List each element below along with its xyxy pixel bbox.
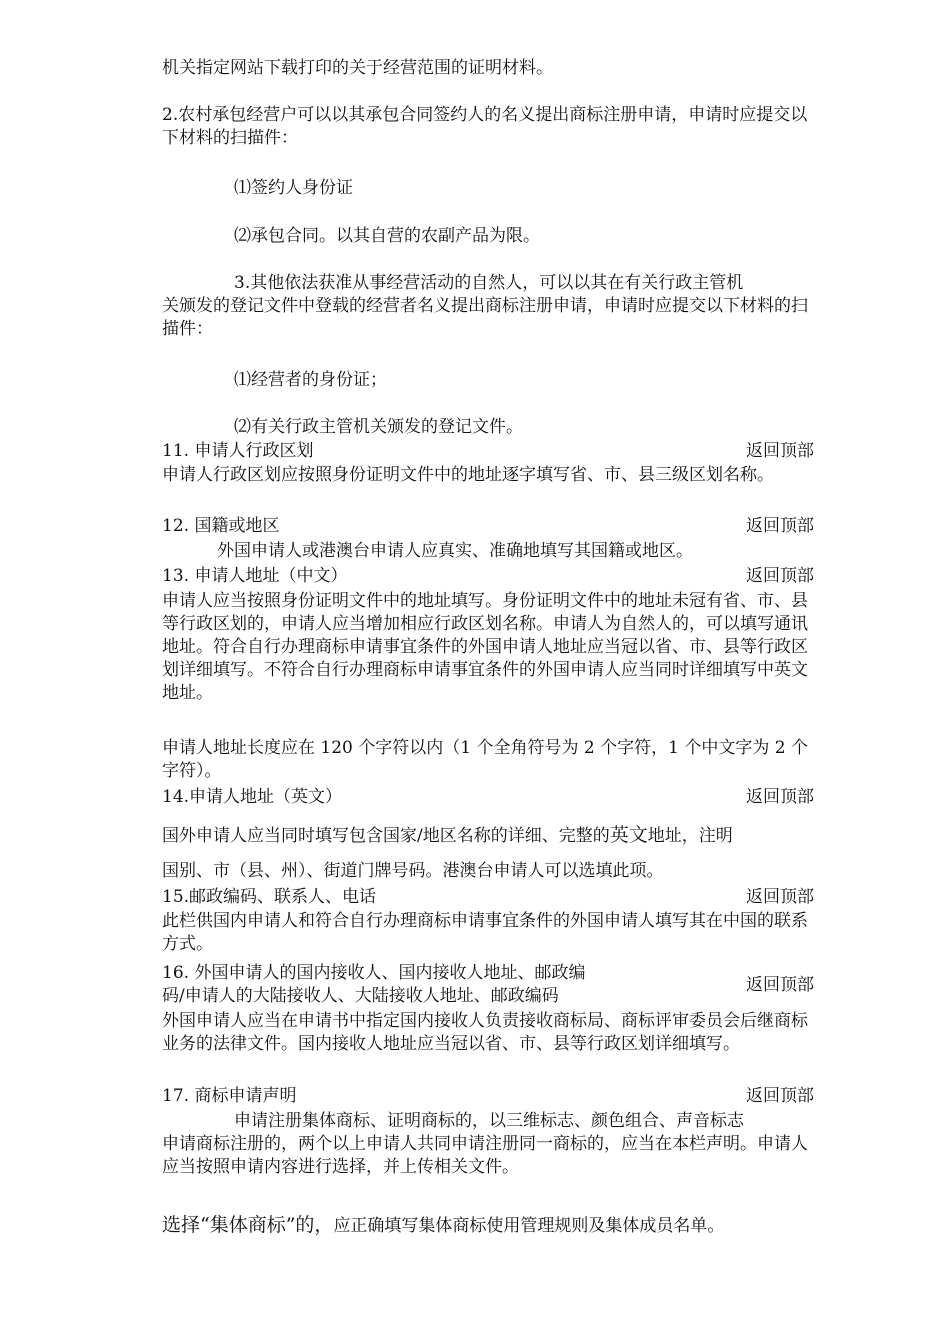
paragraph-other-first-line: 3.其他依法获准从事经营活动的自然人，可以以其在有关行政主管机 bbox=[234, 273, 744, 293]
other-item-1: ⑴经营者的身份证； bbox=[234, 370, 387, 390]
final-paragraph bbox=[162, 1214, 822, 1238]
section-16-header bbox=[162, 962, 814, 1008]
section-11-title: 11. 申请人行政区划 bbox=[162, 441, 314, 461]
other-item-2: ⑵有关行政主管机关颁发的登记文件。 bbox=[234, 417, 523, 437]
section-11-header bbox=[162, 440, 814, 463]
back-to-top-link-11[interactable]: 返回顶部 bbox=[746, 441, 814, 461]
paragraph-rural: 2.农村承包经营户可以以其承包合同签约人的名义提出商标注册申请，申请时应提交以下材料的扫描件： bbox=[162, 105, 808, 148]
section-17-body-first-line: 申请注册集体商标、证明商标的，以三维标志、颜色组合、声音标志 bbox=[234, 1111, 744, 1131]
section-14-title: 14.申请人地址（英文） bbox=[162, 787, 343, 807]
rural-item-2: ⑵承包合同。以其自营的农副产品为限。 bbox=[234, 226, 540, 246]
section-16-title-line-1: 16. 外国申请人的国内接收人、国内接收人地址、邮政编 bbox=[162, 963, 586, 983]
section-12-title: 12. 国籍或地区 bbox=[162, 516, 280, 536]
rural-item-1: ⑴签约人身份证 bbox=[234, 178, 353, 198]
section-14-header bbox=[162, 786, 814, 809]
back-to-top-link-17[interactable]: 返回顶部 bbox=[746, 1086, 814, 1106]
final-paragraph-part-a: 选择“集体商标”的， bbox=[162, 1214, 334, 1236]
section-14-body bbox=[162, 824, 814, 848]
section-17-title: 17. 商标申请声明 bbox=[162, 1086, 297, 1106]
section-15-header bbox=[162, 886, 814, 909]
section-13-body-2: 申请人地址长度应在 120 个字符以内（1 个全角符号为 2 个字符，1 个中文字为 2 个字符）。 bbox=[162, 738, 808, 781]
back-to-top-link-12[interactable]: 返回顶部 bbox=[746, 516, 814, 536]
back-to-top-link-13[interactable]: 返回顶部 bbox=[746, 566, 814, 586]
back-to-top-link-14[interactable]: 返回顶部 bbox=[746, 787, 814, 807]
section-12-body: 外国申请人或港澳台申请人应真实、准确地填写其国籍或地区。 bbox=[217, 541, 693, 561]
final-paragraph-part-b: 应正确填写集体商标使用管理规则及集体成员名单。 bbox=[333, 1216, 725, 1236]
section-14-body-part-a: 国外申请人应当同时填写包含国家/地区名称的详细、完整的 bbox=[162, 826, 610, 846]
section-14-body-part-b: 英文 bbox=[609, 824, 648, 846]
back-to-top-link-16[interactable]: 返回顶部 bbox=[746, 975, 814, 995]
section-16-title-line-2: 码/申请人的大陆接收人、大陆接收人地址、邮政编码 bbox=[162, 986, 559, 1006]
section-13-header bbox=[162, 565, 814, 588]
section-14-body-2: 国别、市（县、州）、街道门牌号码。港澳台申请人可以选填此项。 bbox=[162, 861, 664, 881]
section-13-body: 申请人应当按照身份证明文件中的地址填写。身份证明文件中的地址未冠有省、市、县等行政区划的，申请人应当增加相应行政区划名称。申请人为自然人的，可以填写通讯地址。符合自行办理商标申请事宜条件的外国申请人地址应当冠以省、市、县等行政区划详细填写。不符合自行办理商标申请事宜条件的外国申请人应当同时详细填写中英文地址。 bbox=[162, 591, 808, 703]
section-17-header bbox=[162, 1085, 814, 1108]
section-12-header bbox=[162, 515, 814, 538]
section-16-body: 外国申请人应当在申请书中指定国内接收人负责接收商标局、商标评审委员会后继商标业务的法律文件。国内接收人地址应当冠以省、市、县等行政区划详细填写。 bbox=[162, 1011, 808, 1054]
section-13-title: 13. 申请人地址（中文） bbox=[162, 566, 348, 586]
section-17-body-rest: 申请商标注册的，两个以上申请人共同申请注册同一商标的，应当在本栏声明。申请人应当按照申请内容进行选择，并上传相关文件。 bbox=[162, 1134, 808, 1177]
section-11-body: 申请人行政区划应按照身份证明文件中的地址逐字填写省、市、县三级区划名称。 bbox=[162, 465, 774, 485]
section-15-title: 15.邮政编码、联系人、电话 bbox=[162, 887, 377, 907]
paragraph-other-rest: 关颁发的登记文件中登载的经营者名义提出商标注册申请，申请时应提交以下材料的扫描件： bbox=[162, 296, 808, 339]
paragraph-intro: 机关指定网站下载打印的关于经营范围的证明材料。 bbox=[162, 58, 553, 78]
section-14-body-part-c: 地址，注明 bbox=[647, 826, 733, 846]
back-to-top-link-15[interactable]: 返回顶部 bbox=[746, 887, 814, 907]
section-15-body: 此栏供国内申请人和符合自行办理商标申请事宜条件的外国申请人填写其在中国的联系方式。 bbox=[162, 911, 808, 954]
